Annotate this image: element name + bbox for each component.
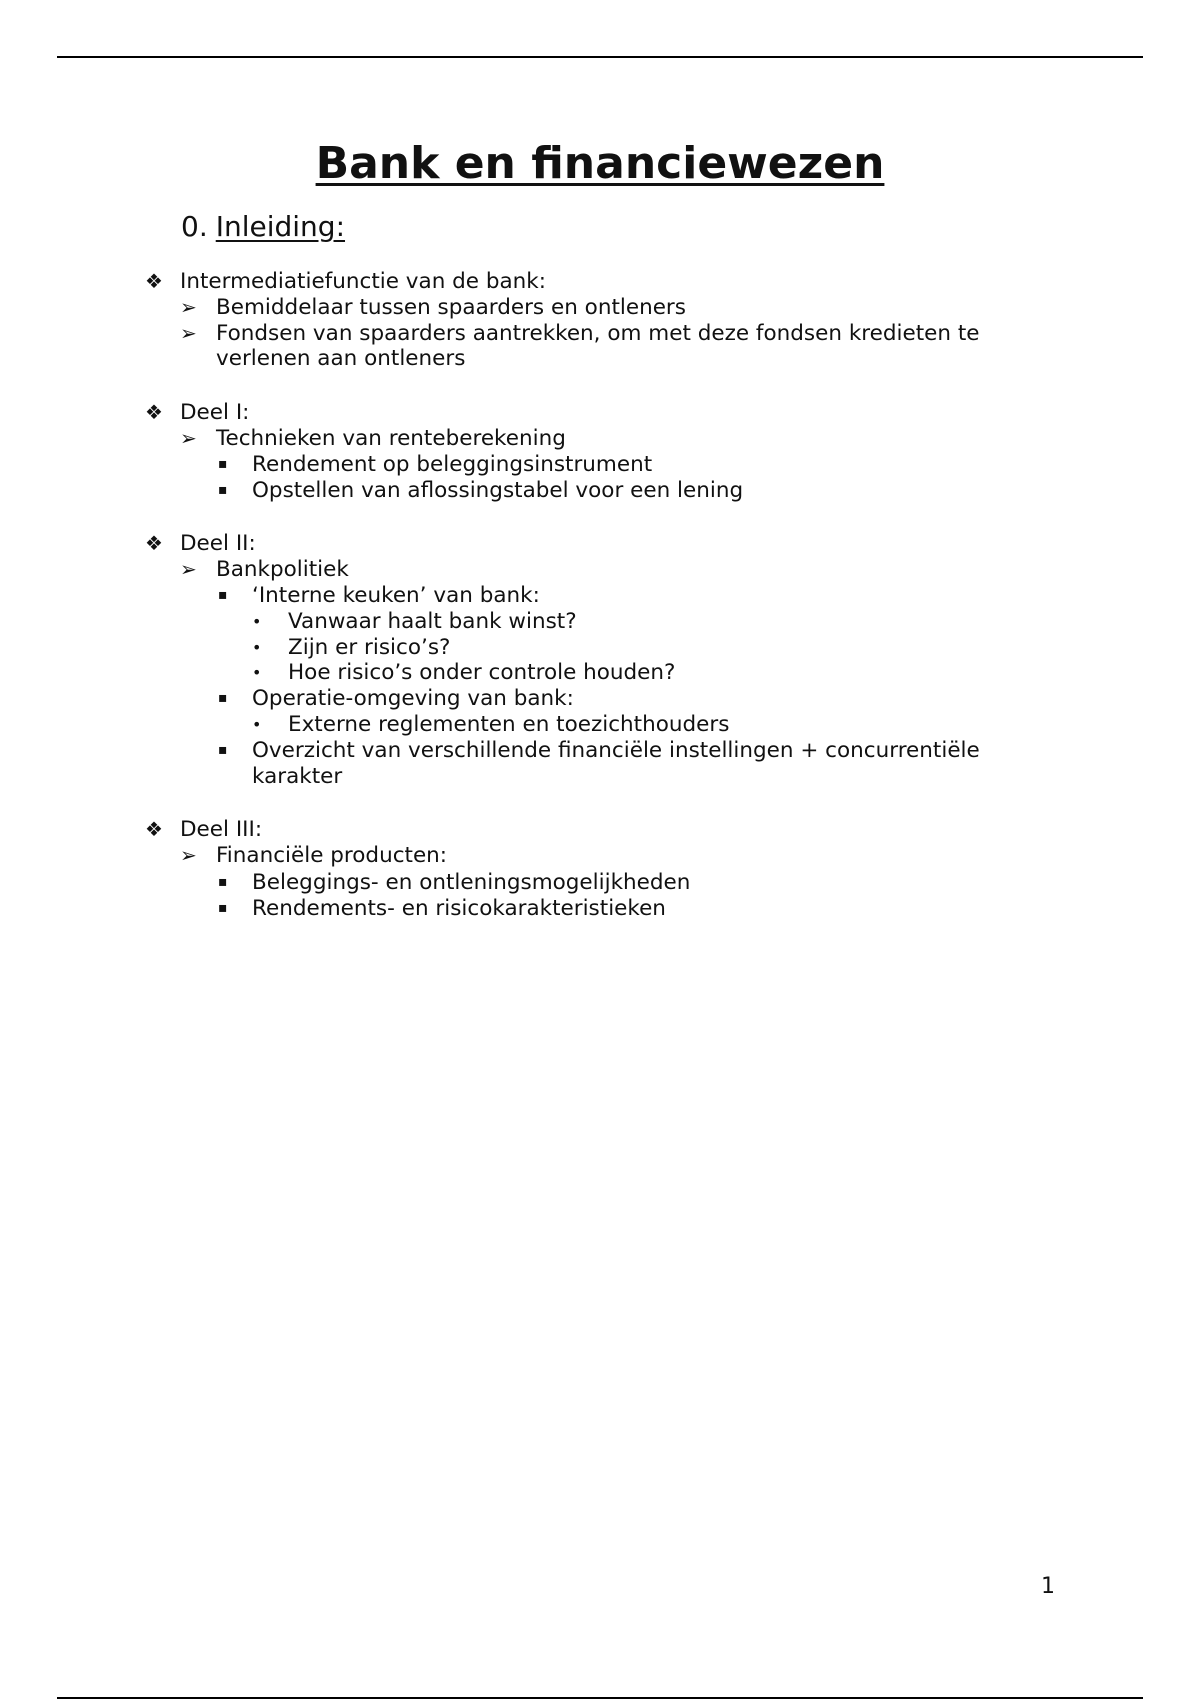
list-item: Rendement op beleggingsinstrument (252, 452, 653, 477)
header-rule (57, 56, 1143, 58)
square-bullet-icon: ▪ (218, 456, 228, 472)
square-bullet-icon: ▪ (218, 742, 228, 758)
document-title: Bank en financiewezen (315, 138, 885, 189)
list-item-continuation: karakter (252, 764, 343, 789)
list-item-continuation: verlenen aan ontleners (216, 346, 466, 371)
list-item: Fondsen van spaarders aantrekken, om met deze fondsen kredieten te (216, 321, 980, 346)
arrow-bullet-icon: ➢ (180, 426, 197, 450)
list-item: Rendements- en risicokarakteristieken (252, 896, 666, 921)
list-item: Overzicht van verschillende financiële instellingen + concurrentiële (252, 738, 980, 763)
list-item: Zijn er risico’s? (288, 635, 451, 660)
deel2-topic: Bankpolitiek (216, 557, 349, 582)
intro-heading: Intermediatiefunctie van de bank: (180, 269, 547, 294)
list-item: Externe reglementen en toezichthouders (288, 712, 730, 737)
square-bullet-icon: ▪ (218, 900, 228, 916)
deel3-heading: Deel III: (180, 817, 263, 842)
list-item: Beleggings- en ontleningsmogelijkheden (252, 870, 691, 895)
list-item: Opstellen van aflossingstabel voor een lening (252, 478, 744, 503)
list-item: ‘Interne keuken’ van bank: (252, 583, 540, 608)
square-bullet-icon: ▪ (218, 587, 228, 603)
diamond-bullet-icon: ❖ (145, 269, 163, 293)
dot-bullet-icon: • (252, 612, 262, 631)
square-bullet-icon: ▪ (218, 482, 228, 498)
arrow-bullet-icon: ➢ (180, 321, 197, 345)
diamond-bullet-icon: ❖ (145, 400, 163, 424)
diamond-bullet-icon: ❖ (145, 817, 163, 841)
page-number: 1 (1041, 1574, 1055, 1599)
deel1-heading: Deel I: (180, 400, 250, 425)
dot-bullet-icon: • (252, 715, 262, 734)
diamond-bullet-icon: ❖ (145, 531, 163, 555)
arrow-bullet-icon: ➢ (180, 295, 197, 319)
dot-bullet-icon: • (252, 638, 262, 657)
section-heading (181, 210, 345, 243)
dot-bullet-icon: • (252, 663, 262, 682)
square-bullet-icon: ▪ (218, 874, 228, 890)
square-bullet-icon: ▪ (218, 690, 228, 706)
section-number: 0. (181, 210, 208, 243)
footer-rule (57, 1697, 1143, 1699)
list-item: Bemiddelaar tussen spaarders en ontleners (216, 295, 686, 320)
deel3-topic: Financiële producten: (216, 843, 448, 868)
list-item: Vanwaar haalt bank winst? (288, 609, 577, 634)
deel2-heading: Deel II: (180, 531, 256, 556)
list-item: Hoe risico’s onder controle houden? (288, 660, 676, 685)
list-item: Operatie-omgeving van bank: (252, 686, 574, 711)
arrow-bullet-icon: ➢ (180, 557, 197, 581)
arrow-bullet-icon: ➢ (180, 843, 197, 867)
deel1-topic: Technieken van renteberekening (216, 426, 566, 451)
section-label: Inleiding: (215, 210, 346, 243)
